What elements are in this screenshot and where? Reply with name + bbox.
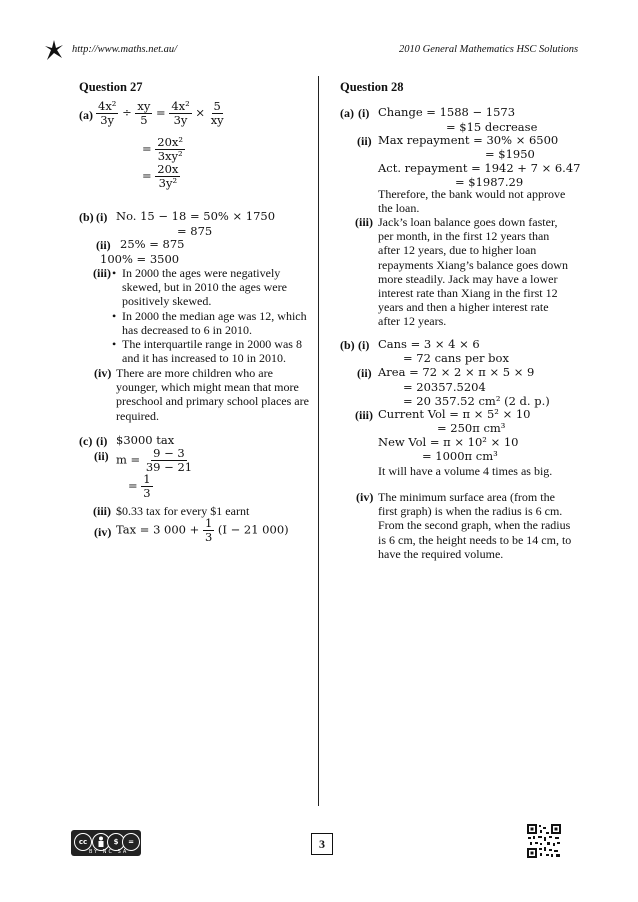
q28-a-i-line1: Change = 1588 − 1573: [378, 105, 516, 119]
q27-a-line3: = $\frac{20x}{\text{3y²}}$: [142, 162, 179, 190]
cc-icon: cc: [74, 833, 92, 851]
q28-a-ii-text: Therefore, the bank would not approve the loan.: [378, 187, 566, 216]
q28-a-label: (a): [340, 106, 354, 120]
q28-b-iii-line1: Current Vol = π × 5² × 10: [378, 407, 531, 421]
q27-c-label: (c): [79, 434, 93, 448]
q28-b-iii-text: It will have a volume 4 times as big.: [378, 464, 553, 478]
q27-title: Question 27: [79, 80, 143, 94]
q28-b-iii-line4: = 1000π cm³: [422, 449, 498, 463]
q27-b-ii-line2: 100% = 3500: [100, 252, 180, 266]
q27-b-i-line1: No. 15 − 18 = 50% × 1750: [116, 209, 276, 223]
column-divider: [318, 76, 319, 806]
q27-b-label: (b): [79, 210, 94, 224]
q28-a-ii-line2: = $1950: [485, 147, 535, 161]
q28-b-ii-line3: = 20 357.52 cm² (2 d. p.): [403, 394, 550, 408]
q28-title: Question 28: [340, 80, 404, 94]
q27-b-iii-bullet-1: • In 2000 the ages were negatively skewed, but in 2010 the ages were positively skewed.: [112, 266, 287, 309]
header-url[interactable]: http://www.maths.net.au/: [72, 44, 178, 55]
q28-b-i-label: (i): [358, 338, 370, 352]
q28-b-i-line1: Cans = 3 × 4 × 6: [378, 337, 480, 351]
q27-c-iii-text: $0.33 tax for every $1 earnt: [116, 504, 250, 518]
q28-a-ii-line4: = $1987.29: [455, 175, 524, 189]
cc-license-badge[interactable]: [71, 830, 141, 856]
q27-c-i-label: (i): [96, 434, 108, 448]
page-number: 3: [311, 833, 333, 855]
qr-code-icon[interactable]: [527, 824, 561, 858]
q27-b-iii-label: (iii): [93, 266, 111, 280]
q27-c-i-text: $3000 tax: [116, 433, 175, 447]
q28-b-i-line2: = 72 cans per box: [403, 351, 509, 365]
sa-icon: =: [122, 833, 140, 851]
q28-b-ii-line1: Area = 72 × 2 × π × 5 × 9: [378, 365, 535, 379]
q28-a-i-line2: = $15 decrease: [446, 120, 538, 134]
q28-b-iii-label: (iii): [355, 408, 373, 422]
logo-icon: [44, 38, 64, 66]
q28-a-ii-line1: Max repayment = 30% × 6500: [378, 133, 559, 147]
q27-b-iii-bullet-2: • In 2000 the median age was 12, which has decreased to 6 in 2010.: [112, 309, 307, 338]
q28-b-ii-line2: = 20357.5204: [403, 380, 486, 394]
q28-a-ii-label: (ii): [357, 134, 372, 148]
q27-b-i-line2: = 875: [177, 224, 213, 238]
q27-b-ii-label: (ii): [96, 238, 111, 252]
q28-b-label: (b): [340, 338, 355, 352]
q27-c-iv-line: Tax = 3 000 + $\frac{1}{3}$ (I − 21 000): [116, 516, 289, 544]
q28-a-i-label: (i): [358, 106, 370, 120]
q27-b-iv-text: There are more children who are younger, which might mean that more preschool and primary school places are required.: [116, 366, 309, 423]
q27-b-i-label: (i): [96, 210, 108, 224]
q28-a-iii-label: (iii): [355, 215, 373, 229]
header-title: 2010 General Mathematics HSC Solutions: [399, 44, 579, 55]
q27-a-label: (a): [79, 108, 93, 122]
q27-c-ii-label: (ii): [94, 449, 109, 463]
q28-b-iii-line3: New Vol = π × 10² × 10: [378, 435, 519, 449]
q27-b-ii-line1: 25% = 875: [120, 237, 185, 251]
q27-c-ii-line2: = $\frac{1}{3}$: [128, 472, 151, 500]
q28-b-iv-label: (iv): [356, 490, 374, 504]
q28-b-ii-label: (ii): [357, 366, 372, 380]
q28-a-iii-text: Jack’s loan balance goes down faster, per month, in the first 12 years than after 12 years, due to higher loan repayments Xiang’s balance goes down more steadily. Jack may have a lower interest rate than Xiang in the first 12 years and then a higher interest rate after 12 years.: [378, 215, 568, 329]
q27-b-iv-label: (iv): [94, 366, 112, 380]
q28-a-ii-line3: Act. repayment = 1942 + 7 × 6.47: [378, 161, 581, 175]
q27-a-line1: $\frac{\text{4x²}}{3y}$ ÷ $\frac{xy}{5}$ = $\frac{\text{4x²}}{3y}$ × $\frac{5}{xy}$: [98, 99, 224, 127]
q28-b-iv-text: The minimum surface area (from the first graph) is when the radius is 6 cm. From the second graph, when the radius is 6 cm, the height needs to be 14 cm, to have the required volume.: [378, 490, 572, 561]
q27-c-iv-label: (iv): [94, 525, 112, 539]
q27-c-iii-label: (iii): [93, 504, 111, 518]
cc-license-text: BY NC SA: [89, 849, 129, 855]
q27-b-iii-bullet-3: • The interquartile range in 2000 was 8 and it has increased to 10 in 2010.: [112, 337, 302, 366]
q28-b-iii-line2: = 250π cm³: [437, 421, 506, 435]
q27-c-ii-line1: m = $\frac{9 - 3}{39 - 21}$: [116, 446, 193, 474]
nc-icon: $: [107, 833, 125, 851]
q27-a-line2: = $\frac{\text{20x²}}{\text{3xy²}}$: [142, 135, 184, 163]
